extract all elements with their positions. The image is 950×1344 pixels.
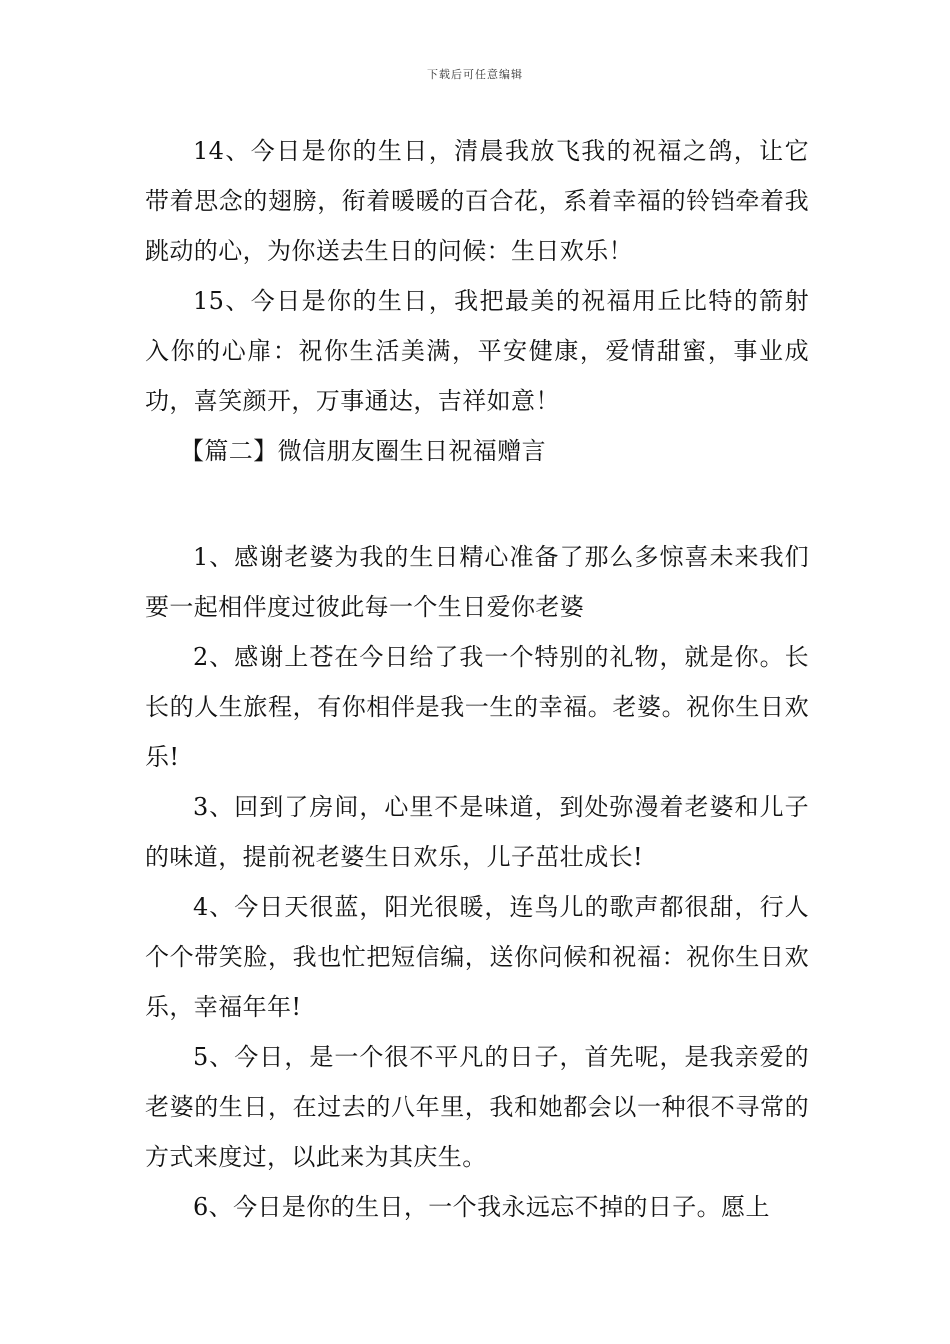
page-header: 下载后可任意编辑 xyxy=(427,68,523,81)
section-heading: 【篇二】微信朋友圈生日祝福赠言 xyxy=(180,437,546,465)
document-body xyxy=(145,126,809,1232)
paragraph-6: 6、今日是你的生日，一个我永远忘不掉的日子。愿上 xyxy=(193,1193,770,1221)
paragraph-4: 4、今日天很蓝，阳光很暖，连鸟儿的歌声都很甜，行人个个带笑脸，我也忙把短信编，送你问候和祝福：祝你生日欢乐，幸福年年! xyxy=(145,893,809,1021)
paragraph-3: 3、回到了房间，心里不是味道，到处弥漫着老婆和儿子的味道，提前祝老婆生日欢乐，儿子茁壮成长! xyxy=(145,793,809,871)
paragraph-1: 1、感谢老婆为我的生日精心准备了那么多惊喜未来我们要一起相伴度过彼此每一个生日爱你老婆 xyxy=(145,543,809,621)
paragraph-5: 5、今日，是一个很不平凡的日子，首先呢，是我亲爱的老婆的生日，在过去的八年里，我和她都会以一种很不寻常的方式来度过，以此来为其庆生。 xyxy=(145,1043,809,1171)
paragraph-2: 2、感谢上苍在今日给了我一个特别的礼物，就是你。长长的人生旅程，有你相伴是我一生的幸福。老婆。祝你生日欢乐! xyxy=(145,643,809,771)
paragraph-15: 15、今日是你的生日，我把最美的祝福用丘比特的箭射入你的心扉：祝你生活美满，平安健康，爱情甜蜜，事业成功，喜笑颜开，万事通达，吉祥如意！ xyxy=(145,287,809,415)
paragraph-14: 14、今日是你的生日，清晨我放飞我的祝福之鸽，让它带着思念的翅膀，衔着暖暖的百合花，系着幸福的铃铛牵着我跳动的心，为你送去生日的问候：生日欢乐！ xyxy=(145,137,809,265)
